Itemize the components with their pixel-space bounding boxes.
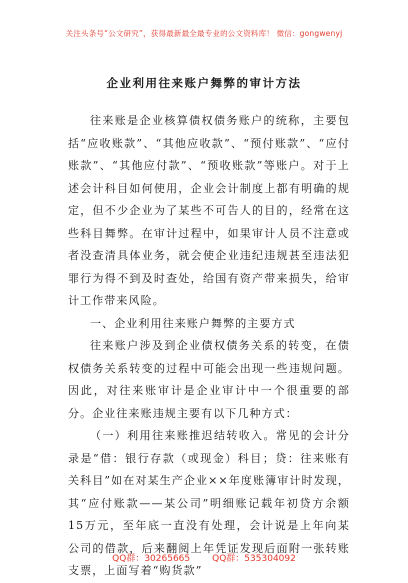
footer-qq-groups xyxy=(0,551,408,564)
footer-qq-group-2: QQ群：535304092 xyxy=(212,554,296,564)
subsection-1-paragraph: （一）利用往来账推迟结转收入。常见的会计分录是“借：银行存款（或现金）科目；贷：往来账有关科目”如在对某生产企业××年度账簿审计时发现，其“应付账款——某公司”明细账记载年初贷方余额15万元，至年底一直没有处理，会计说是上年向某公司的借款，后来翻阅上年凭证发现后面附一张转账支票，上面写着“购货款” xyxy=(68,429,350,577)
section-1-paragraph: 往来账户涉及到企业债权债务关系的转变，在债权债务关系转变的过程中可能会出现一些违规问题。因此，对往来账审计是企业审计中一个很重要的部分。企业往来账违规主要有以下几种方式： xyxy=(68,339,350,420)
footer-qq-group-1: QQ群：30265665 xyxy=(112,554,191,564)
header-promo-note: 关注头条号“公文研究”，获得最新最全最专业的公文资料库！ 微信：gongwenyj xyxy=(65,29,343,38)
document-body xyxy=(68,110,350,583)
intro-paragraph: 往来账是企业核算债权债务账户的统称，主要包括“应收账款”、“其他应收款”、“预付账款”、“应付账款”、“其他应付款”、“预收账款”等账户。对于上述会计科目如何使用，企业会计制度上都有明确的规定，但不少企业为了某些不可告人的目的，经常在这些科目舞弊。在审计过程中，如果审计人员不注意或者没查清具体业务，就会使企业违纪违规甚至违法犯罪行为得不到及时查处，给国有资产带来损失，给审计工作带来风险。 xyxy=(68,114,350,307)
page-title: 企业利用往来账户舞弊的审计方法 xyxy=(106,76,302,90)
section-1-heading: 一、企业利用往来账户舞弊的主要方式 xyxy=(90,316,296,330)
